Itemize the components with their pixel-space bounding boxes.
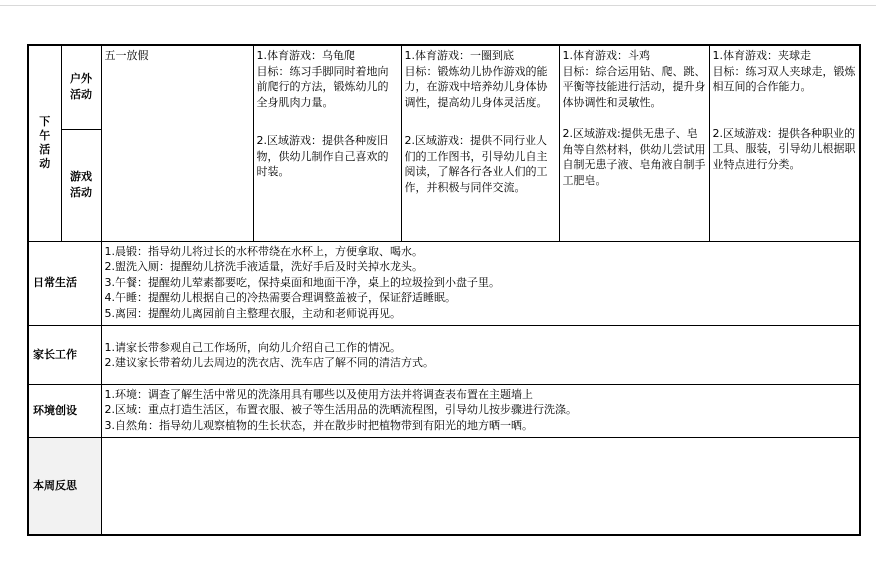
thursday-sport-title: 1.体育游戏：斗鸡 (562, 49, 650, 62)
reflection-row (28, 437, 860, 535)
tuesday-area-game: 2.区域游戏：提供各种废旧物，供幼儿制作自己喜欢的时装。 (256, 134, 389, 178)
spacer (563, 110, 706, 126)
page-top-rule (0, 5, 876, 6)
environment-label: 环境创设 (28, 384, 101, 437)
tuesday-cell (253, 45, 401, 241)
daily-life-item: 4.午睡：提醒幼儿根据自己的冷热需要合理调整盖被子，保证舒适睡眠。 (104, 291, 456, 304)
wednesday-area-game: 2.区域游戏：提供不同行业人们的工作图书，引导幼儿自主阅读，了解各行各业人们的工作，并积极与同伴交流。 (404, 134, 548, 194)
game-label-line: 活动 (70, 186, 92, 199)
reflection-content (101, 437, 860, 535)
daily-life-label: 日常生活 (28, 241, 101, 325)
outdoor-activity-label (61, 45, 101, 129)
afternoon-outdoor-row (28, 45, 860, 129)
daily-life-item: 2.盥洗入厕：提醒幼儿挤洗手液适量，洗好手后及时关掉水龙头。 (104, 260, 423, 273)
environment-content (101, 384, 860, 437)
parents-work-item: 2.建议家长带着幼儿去周边的洗衣店、洗车店了解不同的清洁方式。 (104, 356, 434, 369)
tuesday-sport-title: 1.体育游戏：乌龟爬 (256, 49, 355, 62)
daily-life-item: 3.午餐：提醒幼儿荤素都要吃，保持桌面和地面干净，桌上的垃圾捡到小盘子里。 (104, 275, 500, 289)
environment-row (28, 384, 860, 437)
parents-work-row (28, 325, 860, 384)
monday-holiday-text: 五一放假 (104, 49, 149, 62)
environment-item: 2.区域：重点打造生活区，布置衣服、被子等生活用品的洗晒流程图，引导幼儿按步骤进行洗涤。 (104, 403, 577, 416)
afternoon-label-char: 活 (39, 143, 51, 157)
spacer (257, 110, 398, 133)
parents-work-content (101, 325, 860, 384)
spacer (713, 95, 857, 126)
daily-life-item: 5.离园：提醒幼儿离园前自主整理衣服，主动和老师说再见。 (104, 306, 401, 320)
friday-sport-title: 1.体育游戏：夹球走 (712, 49, 811, 62)
wednesday-sport-title: 1.体育游戏：一圈到底 (404, 49, 514, 62)
wednesday-cell (401, 45, 559, 241)
wednesday-sport-goal: 目标：锻炼幼儿协作游戏的能力，在游戏中培养幼儿身体协调性，提高幼儿身体灵活度。 (404, 64, 548, 109)
afternoon-activity-label (28, 45, 61, 241)
friday-area-game: 2.区域游戏：提供各种职业的工具、服装，引导幼儿根据职业特点进行分类。 (712, 126, 856, 171)
friday-cell (709, 45, 860, 241)
monday-cell (101, 45, 253, 241)
weekly-plan-table (27, 44, 861, 536)
tuesday-sport-goal: 目标：练习手脚同时着地向前爬行的方法，锻炼幼儿的全身肌肉力量。 (256, 64, 389, 109)
thursday-area-game: 2.区域游戏:提供无患子、皂角等自然材料，供幼儿尝试用自制无患子液、皂角液自制手工肥皂。 (562, 127, 706, 187)
afternoon-label-char: 动 (39, 157, 51, 171)
friday-sport-goal: 目标：练习双人夹球走，锻炼相互间的合作能力。 (712, 64, 856, 93)
reflection-label: 本周反思 (28, 437, 101, 535)
afternoon-label-char: 午 (39, 129, 51, 143)
spacer (405, 110, 556, 133)
outdoor-label-line: 户外 (70, 72, 92, 86)
daily-life-row (28, 241, 860, 325)
thursday-cell (559, 45, 709, 241)
game-label-line: 游戏 (70, 170, 92, 183)
afternoon-label-char: 下 (39, 115, 51, 129)
environment-item: 1.环境：调查了解生活中常见的洗涤用具有哪些以及使用方法并将调查表布置在主题墙上 (104, 387, 533, 401)
daily-life-item: 1.晨锻：指导幼儿将过长的水杯带绕在水杯上，方便拿取、喝水。 (104, 244, 423, 258)
parents-work-item: 1.请家长带参观自己工作场所，向幼儿介绍自己工作的情况。 (104, 340, 401, 354)
environment-item: 3.自然角：指导幼儿观察植物的生长状态，并在散步时把植物带到有阳光的地方晒一晒。 (104, 418, 533, 432)
outdoor-label-line: 活动 (70, 88, 92, 102)
parents-work-label: 家长工作 (28, 325, 101, 384)
daily-life-content (101, 241, 860, 325)
thursday-sport-goal: 目标：综合运用钻、爬、跳、平衡等技能进行活动，提升身体协调性和灵敏性。 (562, 64, 706, 109)
game-activity-label (61, 129, 101, 241)
